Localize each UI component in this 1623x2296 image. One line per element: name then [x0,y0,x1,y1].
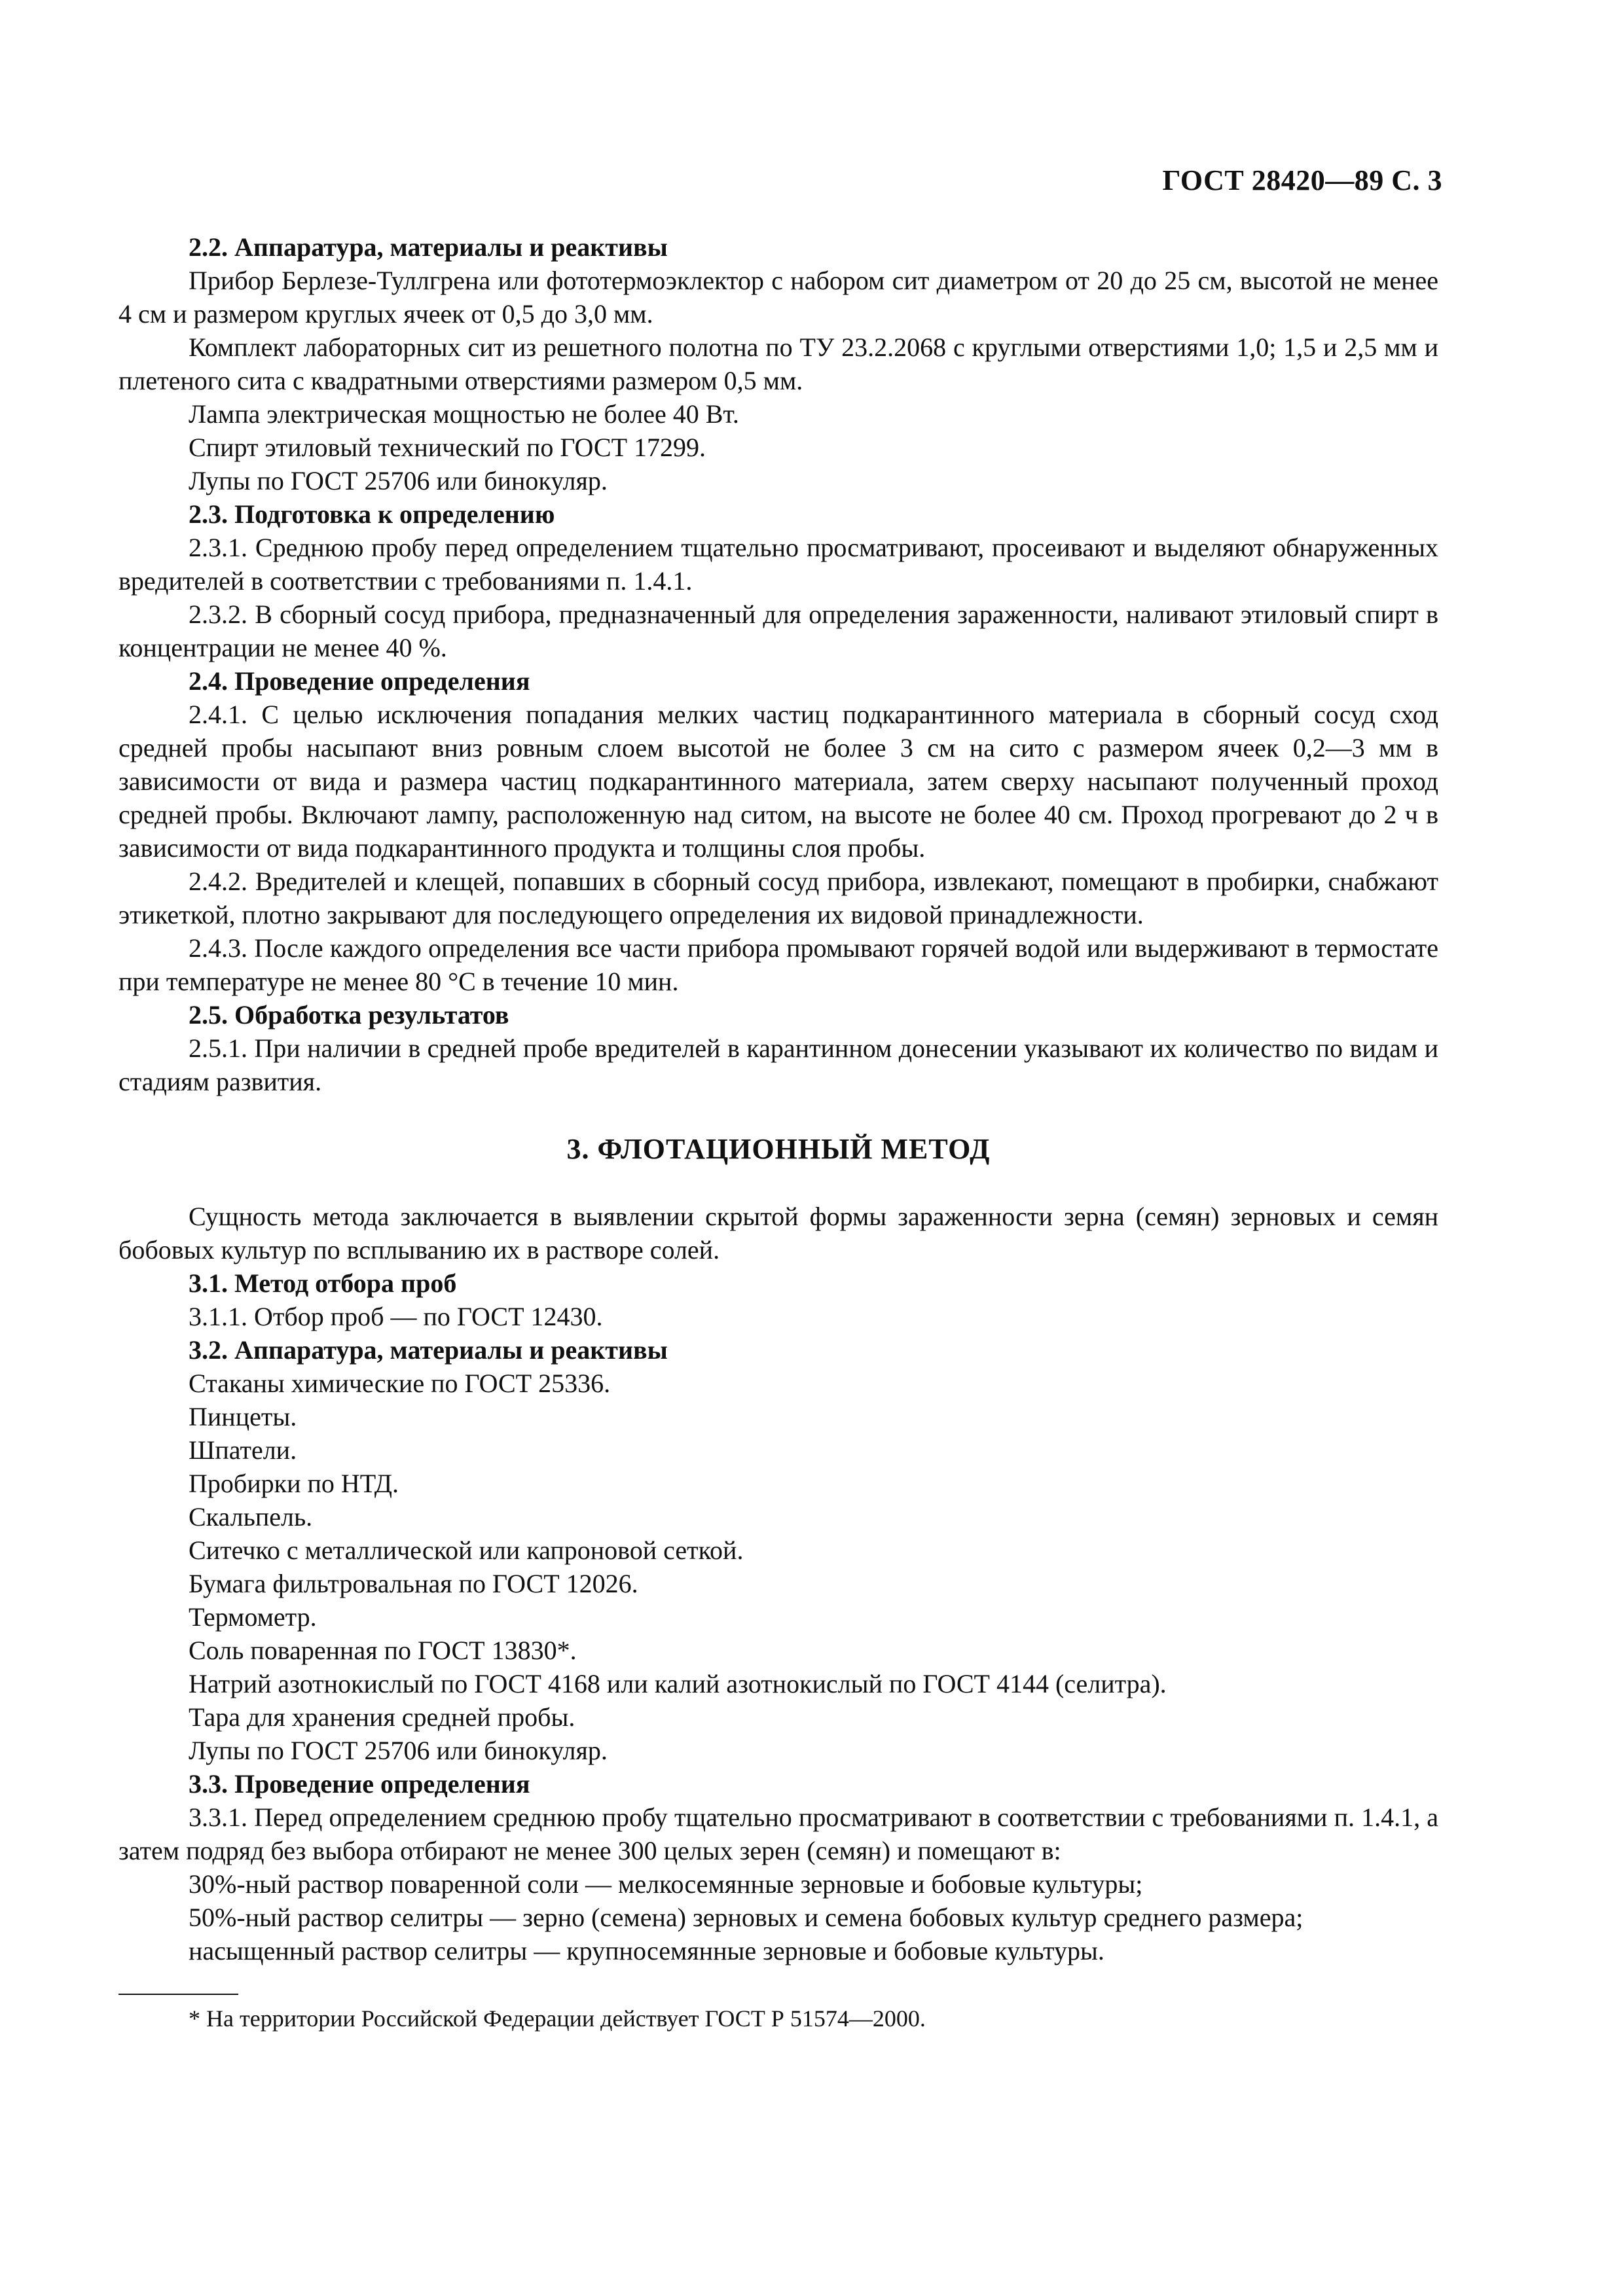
paragraph: Соль поваренная по ГОСТ 13830*. [189,1636,577,1665]
paragraph: Ситечко с металлической или капроновой сеткой. [189,1535,744,1565]
paragraph: Пробирки по НТД. [189,1469,399,1498]
paragraph: 50%-ный раствор селитры — зерно (семена) зерновых и семена бобовых культур среднего размера; [189,1903,1304,1932]
paragraph: 3.3.1. Перед определением среднюю пробу тщательно просматривают в соответствии с требованиями п. 1.4.1, а затем подряд без выбора отбирают не менее 300 целых зерен (семян) и помещают в: [119,1803,1438,1865]
paragraph: Сущность метода заключается в выявлении скрытой формы зараженности зерна (семян) зерновых и семян бобовых культур по всплыванию их в растворе солей. [119,1202,1438,1265]
section-heading: 3.1. Метод отбора проб [189,1268,457,1298]
paragraph: 2.5.1. При наличии в средней пробе вредителей в карантинном донесении указывают их количество по видам и стадиям развития. [119,1033,1438,1096]
section-heading: 2.3. Подготовка к определению [189,499,555,529]
paragraph: 2.4.2. Вредителей и клещей, попавших в сборный сосуд прибора, извлекают, помещают в пробирки, снабжают этикеткой, плотно закрывают для последующего определения их видовой принадлежности. [119,867,1438,929]
paragraph: 3.1.1. Отбор проб — по ГОСТ 12430. [189,1302,603,1331]
section-heading: 2.2. Аппаратура, материалы и реактивы [189,232,668,262]
paragraph: Натрий азотнокислый по ГОСТ 4168 или калий азотнокислый по ГОСТ 4144 (селитра). [189,1669,1167,1698]
chapter-title: 3. ФЛОТАЦИОННЫЙ МЕТОД [566,1133,991,1165]
section-heading: 3.2. Аппаратура, материалы и реактивы [189,1335,668,1365]
footnote-divider [119,1994,238,1995]
section-heading: 2.5. Обработка результатов [189,1000,509,1030]
document-body [119,230,1438,1967]
paragraph: Тара для хранения средней пробы. [189,1702,575,1732]
paragraph: Скальпель. [189,1502,313,1532]
paragraph: 2.4.3. После каждого определения все части прибора промывают горячей водой или выдерживают в термостате при температуре не менее 80 °С в течение 10 мин. [119,933,1438,996]
section-heading: 3.3. Проведение определения [189,1769,530,1799]
paragraph: 2.3.2. В сборный сосуд прибора, предназначенный для определения зараженности, наливают этиловый спирт в концентрации не менее 40 %. [119,600,1438,662]
paragraph: Стаканы химические по ГОСТ 25336. [189,1369,611,1398]
paragraph: 30%-ный раствор поваренной соли — мелкосемянные зерновые и бобовые культуры; [189,1869,1143,1899]
paragraph: Прибор Берлезе-Туллгрена или фототермоэклектор с набором сит диаметром от 20 до 25 см, высотой не менее 4 см и размером круглых ячеек от 0,5 до 3,0 мм. [119,266,1438,329]
paragraph: Лупы по ГОСТ 25706 или бинокуляр. [189,1736,608,1765]
paragraph: Термометр. [189,1602,317,1632]
paragraph: Лупы по ГОСТ 25706 или бинокуляр. [189,466,608,495]
footnote: * На территории Российской Федерации действует ГОСТ Р 51574—2000. [189,2005,926,2032]
paragraph: Лампа электрическая мощностью не более 40 Вт. [189,399,739,429]
paragraph: Спирт этиловый технический по ГОСТ 17299. [189,433,706,462]
page-header: ГОСТ 28420—89 С. 3 [1162,164,1442,196]
paragraph: 2.3.1. Среднюю пробу перед определением тщательно просматривают, просеивают и выделяют обнаруженных вредителей в соответствии с требованиями п. 1.4.1. [119,533,1438,596]
paragraph: Комплект лабораторных сит из решетного полотна по ТУ 23.2.2068 с круглыми отверстиями 1,0; 1,5 и 2,5 мм и плетеного сита с квадратными отверстиями размером 0,5 мм. [119,332,1438,395]
paragraph: Пинцеты. [189,1402,297,1431]
paragraph: насыщенный раствор селитры — крупносемянные зерновые и бобовые культуры. [189,1936,1104,1965]
paragraph: Бумага фильтровальная по ГОСТ 12026. [189,1569,638,1598]
section-heading: 2.4. Проведение определения [189,666,530,696]
paragraph: 2.4.1. С целью исключения попадания мелких частиц подкарантинного материала в сборный сосуд сход средней пробы насыпают вниз ровным слоем высотой не более 3 см на сито с размером ячеек 0,2—3 мм в зависимости от вида и размера частиц подкарантинного материала, затем сверху насыпают полученный проход средней пробы. Включают лампу, расположенную над ситом, на высоте не более 40 см. Проход прогревают до 2 ч в зависимости от вида подкарантинного продукта и толщины слоя пробы. [119,700,1438,863]
paragraph: Шпатели. [189,1435,297,1465]
